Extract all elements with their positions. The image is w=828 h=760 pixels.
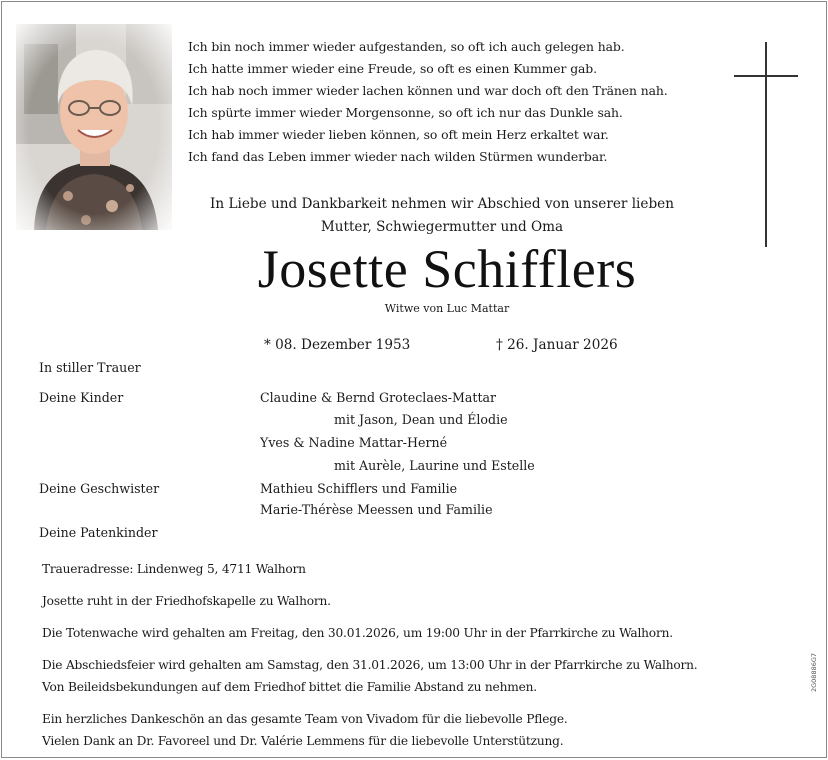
- reference-code: 2G08886G7: [810, 652, 818, 692]
- intro-line: In Liebe und Dankbarkeit nehmen wir Abschied von unserer lieben: [210, 196, 674, 212]
- thanks-line: Ein herzliches Dankeschön an das gesamte Team von Vivadom für die liebevolle Pflege.: [42, 712, 568, 726]
- poem-line: Ich fand das Leben immer wieder nach wilden Stürmen wunderbar.: [188, 149, 608, 164]
- poem-line: Ich spürte immer wieder Morgensonne, so oft ich nur das Dunkle sah.: [188, 105, 623, 120]
- obituary-notice: [1, 1, 827, 758]
- family-line: Claudine & Bernd Groteclaes-Mattar: [260, 390, 497, 405]
- death-date: † 26. Januar 2026: [496, 337, 618, 353]
- family-line: Marie-Thérèse Meessen und Familie: [260, 502, 493, 517]
- siblings-label: Deine Geschwister: [39, 481, 160, 496]
- godchildren-label: Deine Patenkinder: [39, 525, 158, 540]
- deceased-name: Josette Schifflers: [257, 239, 637, 299]
- widow-of: Witwe von Luc Mattar: [384, 302, 510, 315]
- condolence-info: Von Beileidsbekundungen auf dem Friedhof bittet die Familie Abstand zu nehmen.: [42, 680, 537, 694]
- chapel-info: Josette ruht in der Friedhofskapelle zu Walhorn.: [42, 594, 331, 608]
- portrait-photo: [16, 24, 172, 230]
- intro-text: [172, 193, 712, 239]
- farewell-info: Die Abschiedsfeier wird gehalten am Samstag, den 31.01.2026, um 13:00 Uhr in der Pfarrkirche zu Walhorn.: [42, 658, 698, 672]
- birth-date: * 08. Dezember 1953: [264, 337, 411, 353]
- cross-icon: [734, 42, 798, 247]
- intro-line: Mutter, Schwiegermutter und Oma: [320, 219, 564, 235]
- mourning-address: Traueradresse: Lindenweg 5, 4711 Walhorn: [42, 562, 306, 576]
- children-label: Deine Kinder: [39, 390, 124, 405]
- poem-line: Ich hatte immer wieder eine Freude, so oft es einen Kummer gab.: [188, 61, 597, 76]
- poem-line: Ich hab immer wieder lieben können, so oft mein Herz erkaltet war.: [188, 127, 609, 142]
- family-line: mit Jason, Dean und Élodie: [334, 412, 508, 427]
- mourning-label: In stiller Trauer: [39, 360, 141, 375]
- poem: [188, 36, 708, 168]
- poem-line: Ich hab noch immer wieder lachen können und war doch oft den Tränen nah.: [188, 83, 668, 98]
- family-line: mit Aurèle, Laurine und Estelle: [334, 458, 535, 473]
- thanks-line: Vielen Dank an Dr. Favoreel und Dr. Valérie Lemmens für die liebevolle Unterstützung.: [42, 734, 564, 748]
- family-line: Yves & Nadine Mattar-Herné: [260, 435, 448, 450]
- family-line: Mathieu Schifflers und Familie: [260, 481, 458, 496]
- wake-info: Die Totenwache wird gehalten am Freitag, den 30.01.2026, um 19:00 Uhr in der Pfarrkirche zu Walhorn.: [42, 626, 673, 640]
- poem-line: Ich bin noch immer wieder aufgestanden, so oft ich auch gelegen hab.: [188, 39, 625, 54]
